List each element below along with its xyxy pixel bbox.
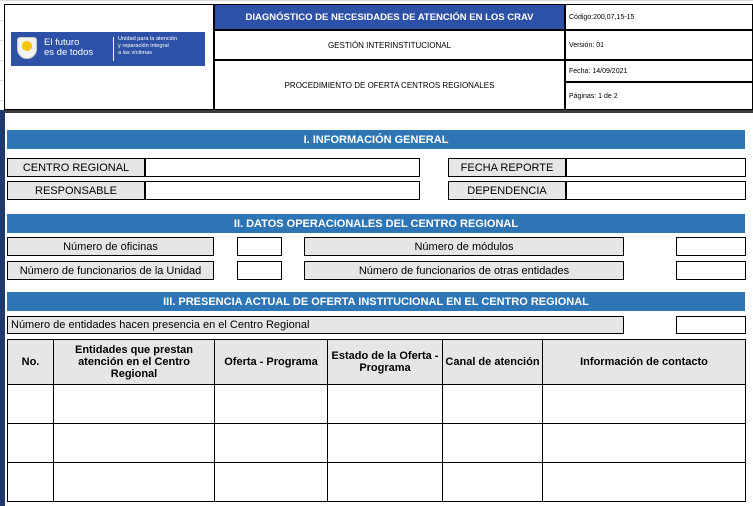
logo-line-5: a las víctimas <box>118 50 152 56</box>
logo <box>11 32 205 66</box>
dependencia-label: DEPENDENCIA <box>448 181 566 200</box>
num-funcionarios-otras-input[interactable] <box>676 261 746 280</box>
table-cell[interactable] <box>328 424 443 463</box>
dependencia-input[interactable] <box>566 181 746 200</box>
section-3-title: III. PRESENCIA ACTUAL DE OFERTA INSTITUCIONAL EN EL CENTRO REGIONAL <box>7 292 745 311</box>
document-code: Código:200,07,15-15 <box>565 4 753 30</box>
table-cell[interactable] <box>443 424 543 463</box>
section-2-title: II. DATOS OPERACIONALES DEL CENTRO REGIONAL <box>7 214 745 233</box>
responsable-label: RESPONSABLE <box>7 181 145 200</box>
num-entidades-input[interactable] <box>676 316 746 334</box>
table-cell[interactable] <box>215 385 328 424</box>
num-oficinas-label: Número de oficinas <box>7 237 214 256</box>
table-row <box>8 385 746 424</box>
coat-of-arms-icon <box>17 37 37 59</box>
table-cell[interactable] <box>443 463 543 502</box>
table-cell[interactable] <box>8 424 54 463</box>
table-cell[interactable] <box>8 463 54 502</box>
num-oficinas-input[interactable] <box>237 237 282 256</box>
table-cell[interactable] <box>215 463 328 502</box>
table-cell[interactable] <box>54 463 215 502</box>
table-cell[interactable] <box>543 385 746 424</box>
num-modulos-input[interactable] <box>676 237 746 256</box>
table-header-row <box>8 340 746 385</box>
col-no: No. <box>8 340 54 385</box>
procedure-name: PROCEDIMIENTO DE OFERTA CENTROS REGIONALES <box>214 60 565 110</box>
process-name: GESTIÓN INTERINSTITUCIONAL <box>214 30 565 60</box>
document-title: DIAGNÓSTICO DE NECESIDADES DE ATENCIÓN EN LOS CRAV <box>214 4 565 30</box>
col-informacion-contacto: Información de contacto <box>543 340 746 385</box>
col-canal-atencion: Canal de atención <box>443 340 543 385</box>
document-pages: Páginas: 1 de 2 <box>565 82 753 110</box>
col-entidades: Entidades que prestan atención en el Centro Regional <box>54 340 215 385</box>
num-funcionarios-unidad-label: Número de funcionarios de la Unidad <box>7 261 214 280</box>
num-entidades-label: Número de entidades hacen presencia en el Centro Regional <box>7 316 624 334</box>
table-cell[interactable] <box>443 385 543 424</box>
table-cell[interactable] <box>543 424 746 463</box>
logo-line-1: El futuro <box>44 37 80 48</box>
table-cell[interactable] <box>215 424 328 463</box>
document-date: Fecha: 14/09/2021 <box>565 60 753 82</box>
table-cell[interactable] <box>328 385 443 424</box>
logo-divider <box>113 37 114 61</box>
num-funcionarios-unidad-input[interactable] <box>237 261 282 280</box>
logo-line-3: Unidad para la atención <box>118 36 178 42</box>
logo-cell <box>4 4 214 110</box>
table-cell[interactable] <box>8 385 54 424</box>
table-cell[interactable] <box>54 424 215 463</box>
table-row <box>8 463 746 502</box>
document-version: Versión: 01 <box>565 30 753 60</box>
table-cell[interactable] <box>54 385 215 424</box>
col-oferta-programa: Oferta - Programa <box>215 340 328 385</box>
centro-regional-label: CENTRO REGIONAL <box>7 158 145 177</box>
table-row <box>8 424 746 463</box>
table-cell[interactable] <box>328 463 443 502</box>
section-1-title: I. INFORMACIÓN GENERAL <box>7 130 745 149</box>
fecha-reporte-label: FECHA REPORTE <box>448 158 566 177</box>
centro-regional-input[interactable] <box>145 158 420 177</box>
responsable-input[interactable] <box>145 181 420 200</box>
logo-line-2: es de todos <box>44 47 94 58</box>
num-funcionarios-otras-label: Número de funcionarios de otras entidades <box>304 261 624 280</box>
fecha-reporte-input[interactable] <box>566 158 746 177</box>
entities-table <box>7 339 746 502</box>
num-modulos-label: Número de módulos <box>304 237 624 256</box>
table-cell[interactable] <box>543 463 746 502</box>
col-estado-oferta: Estado de la Oferta - Programa <box>328 340 443 385</box>
logo-line-4: y reparación integral <box>118 43 169 49</box>
